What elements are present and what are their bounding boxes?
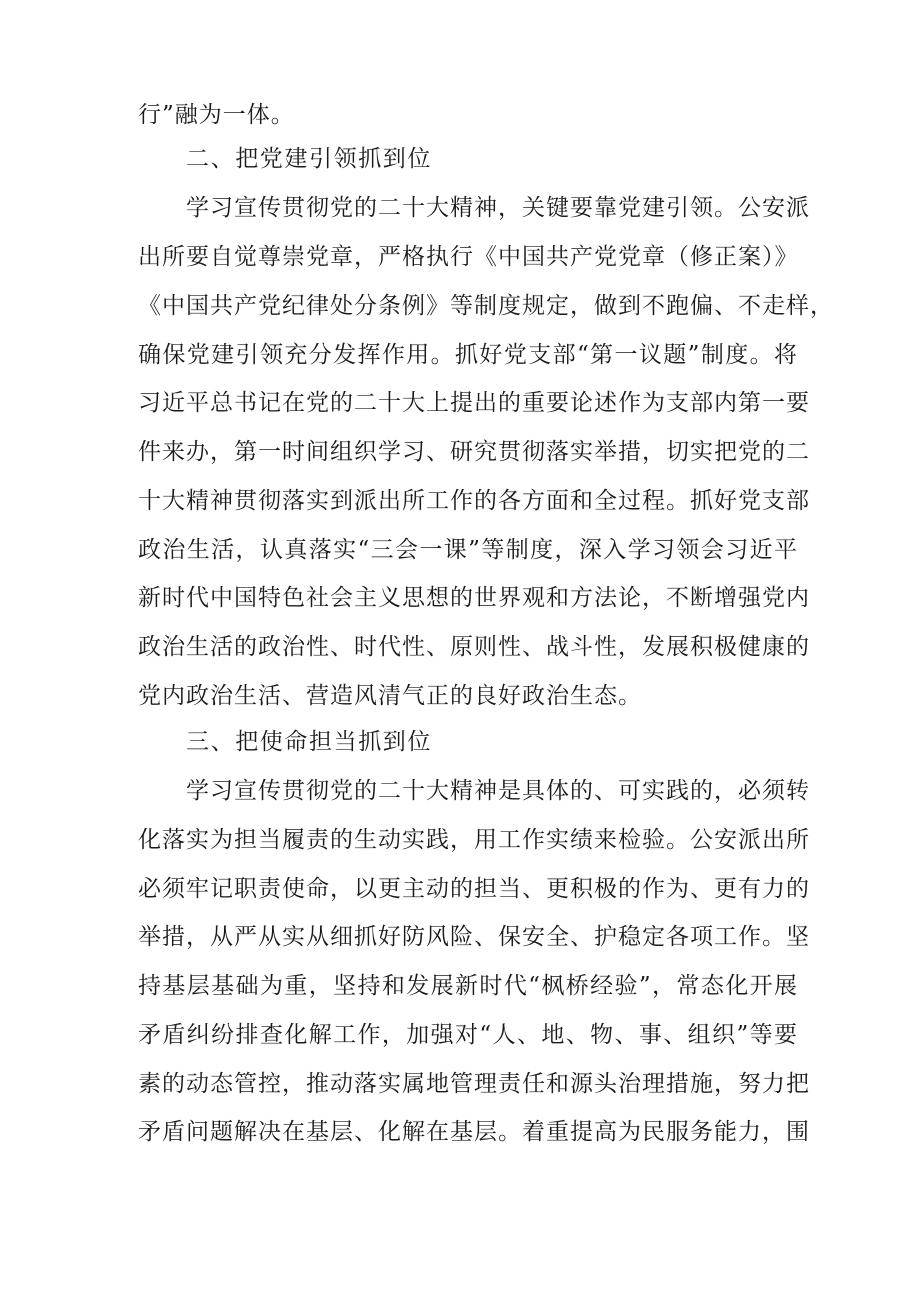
paragraph-line: 新时代中国特色社会主义思想的世界观和方法论，不断增强党内 bbox=[138, 585, 810, 611]
section-heading-2: 二、把党建引领抓到位 bbox=[186, 146, 432, 172]
paragraph-line: 学习宣传贯彻党的二十大精神，关键要靠党建引领。公安派 bbox=[186, 195, 810, 221]
paragraph-line: 《中国共产党纪律处分条例》等制度规定，做到不跑偏、不走样， bbox=[138, 293, 834, 319]
paragraph-line: 出所要自觉尊崇党章，严格执行《中国共产党党章（修正案）》 bbox=[138, 244, 799, 270]
paragraph-line: 学习宣传贯彻党的二十大精神是具体的、可实践的，必须转 bbox=[186, 778, 810, 804]
paragraph-line: 持基层基础为重，坚持和发展新时代“枫桥经验”，常态化开展 bbox=[138, 973, 798, 999]
paragraph-line: 十大精神贯彻落实到派出所工作的各方面和全过程。抓好党支部 bbox=[138, 488, 810, 514]
paragraph-line: 素的动态管控，推动落实属地管理责任和源头治理措施，努力把 bbox=[138, 1071, 810, 1097]
paragraph-line: 件来办，第一时间组织学习、研究贯彻落实举措，切实把党的二 bbox=[138, 439, 810, 465]
paragraph-line: 政治生活的政治性、时代性、原则性、战斗性，发展积极健康的 bbox=[138, 634, 810, 660]
paragraph-line: 矛盾纠纷排查化解工作，加强对“人、地、物、事、组织”等要 bbox=[138, 1022, 798, 1048]
paragraph-line: 政治生活，认真落实“三会一课”等制度，深入学习领会习近平 bbox=[138, 537, 798, 563]
paragraph-line: 习近平总书记在党的二十大上提出的重要论述作为支部内第一要 bbox=[138, 390, 810, 416]
paragraph-line: 党内政治生活、营造风清气正的良好政治生态。 bbox=[138, 683, 642, 709]
section-heading-3: 三、把使命担当抓到位 bbox=[186, 729, 432, 755]
paragraph-line: 确保党建引领充分发挥作用。抓好党支部“第一议题”制度。将 bbox=[138, 342, 798, 368]
paragraph-line: 行”融为一体。 bbox=[138, 102, 295, 128]
paragraph-line: 矛盾问题解决在基层、化解在基层。着重提高为民服务能力，围 bbox=[138, 1119, 810, 1145]
paragraph-line: 化落实为担当履责的生动实践，用工作实绩来检验。公安派出所 bbox=[138, 827, 810, 853]
paragraph-line: 举措，从严从实从细抓好防风险、保安全、护稳定各项工作。坚 bbox=[138, 924, 810, 950]
paragraph-line: 必须牢记职责使命，以更主动的担当、更积极的作为、更有力的 bbox=[138, 876, 810, 902]
